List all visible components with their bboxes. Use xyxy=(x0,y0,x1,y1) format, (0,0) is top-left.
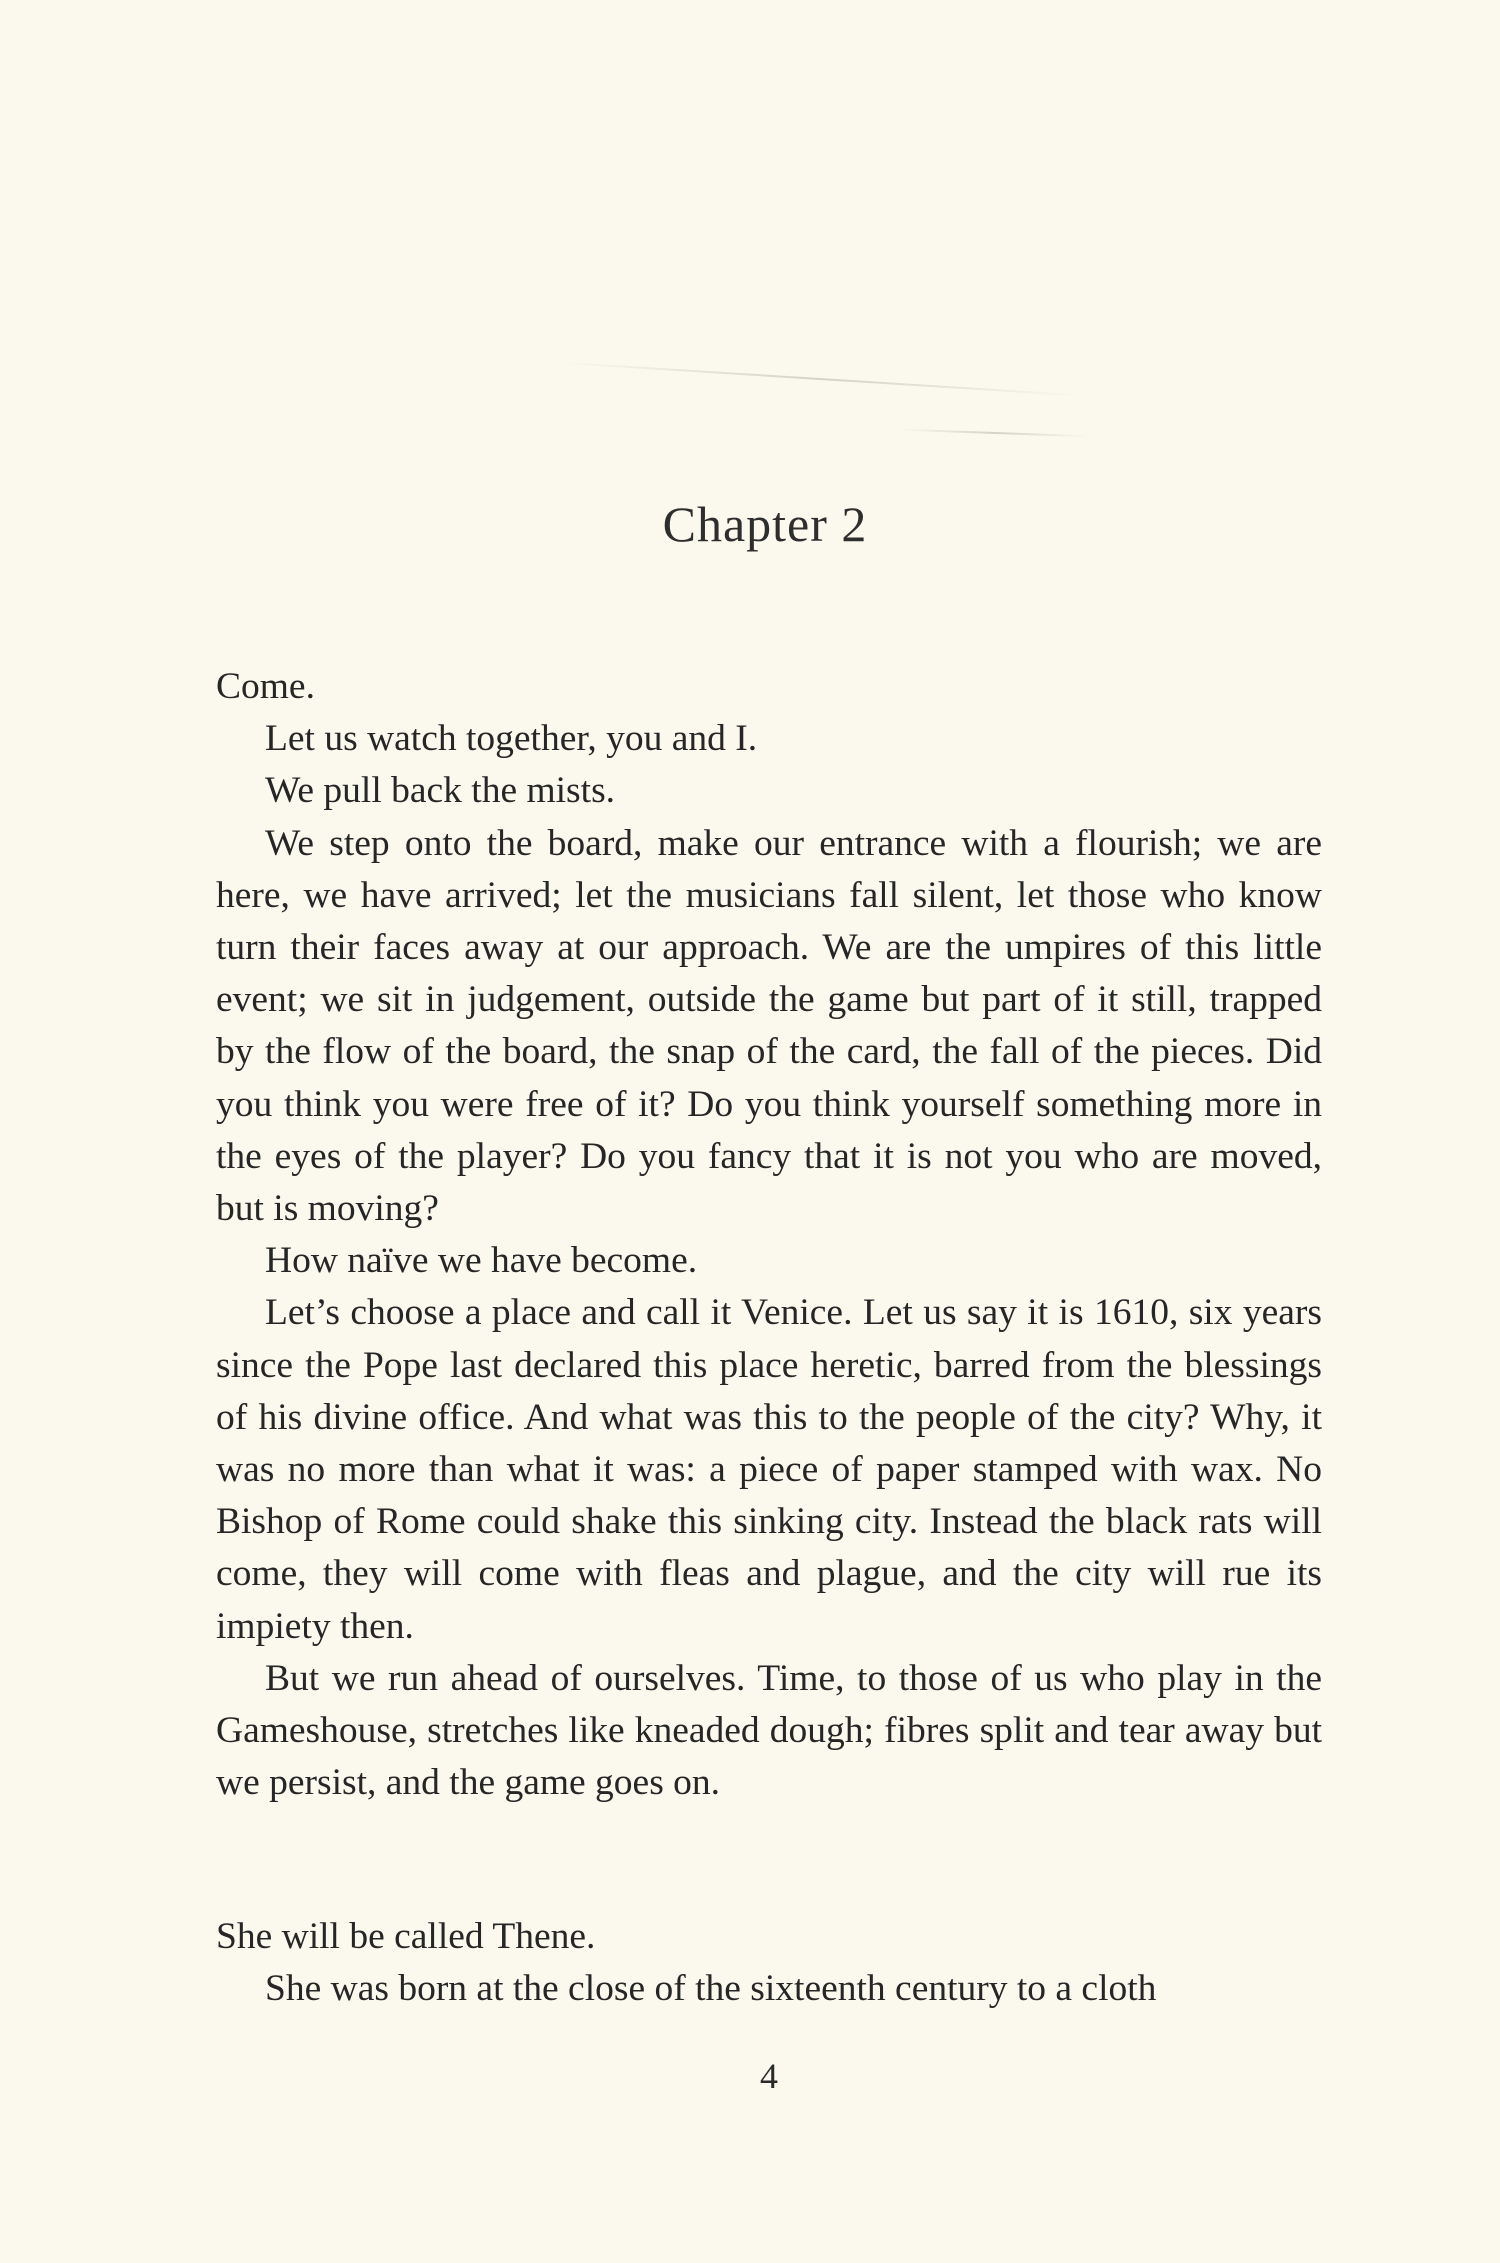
paragraph: She will be called Thene. xyxy=(216,1916,596,1957)
paragraph: We pull back the mists. xyxy=(265,770,616,812)
scan-artifact-line xyxy=(900,429,1090,438)
paragraph: Let’s choose a place and call it Venice. Let us say it is 1610, six years since the Pope last declared this place heretic, barred from the blessings of his divine office. And what was this to the people of the city? Why, it was no more than what it was: a piece of paper stamped with wax. No Bishop of Rome could shake this sinking city. Instead the black rats will come, they will come with fleas and plague, and the city will rue its impiety then. xyxy=(216,1292,1322,1647)
chapter-body-section-1 xyxy=(216,661,1322,1809)
paragraph: We step onto the board, make our entrance with a flourish; we are here, we have arrived; let the musicians fall silent, let those who know turn their faces away at our approach. We are the umpires of this little event; we sit in judgement, outside the game but part of it still, trapped by the flow of the board, the snap of the card, the fall of the pieces. Did you think you were free of it? Do you think yourself something more in the eyes of the player? Do you fancy that it is not you who are moved, but is moving? xyxy=(216,822,1322,1230)
paragraph: How naïve we have become. xyxy=(265,1240,698,1282)
chapter-title: Chapter 2 xyxy=(662,496,868,552)
paragraph: Let us watch together, you and I. xyxy=(265,718,758,760)
paragraph: But we run ahead of ourselves. Time, to those of us who play in the Gameshouse, stretches like kneaded dough; fibres split and tear away but we persist, and the game goes on. xyxy=(216,1657,1322,1804)
chapter-body-section-2 xyxy=(216,1911,1322,2015)
paragraph: She was born at the close of the sixteenth century to a cloth xyxy=(265,1968,1157,2010)
paragraph: Come. xyxy=(216,666,315,707)
scan-artifact-line xyxy=(560,362,1079,397)
page-number: 4 xyxy=(760,2056,778,2096)
